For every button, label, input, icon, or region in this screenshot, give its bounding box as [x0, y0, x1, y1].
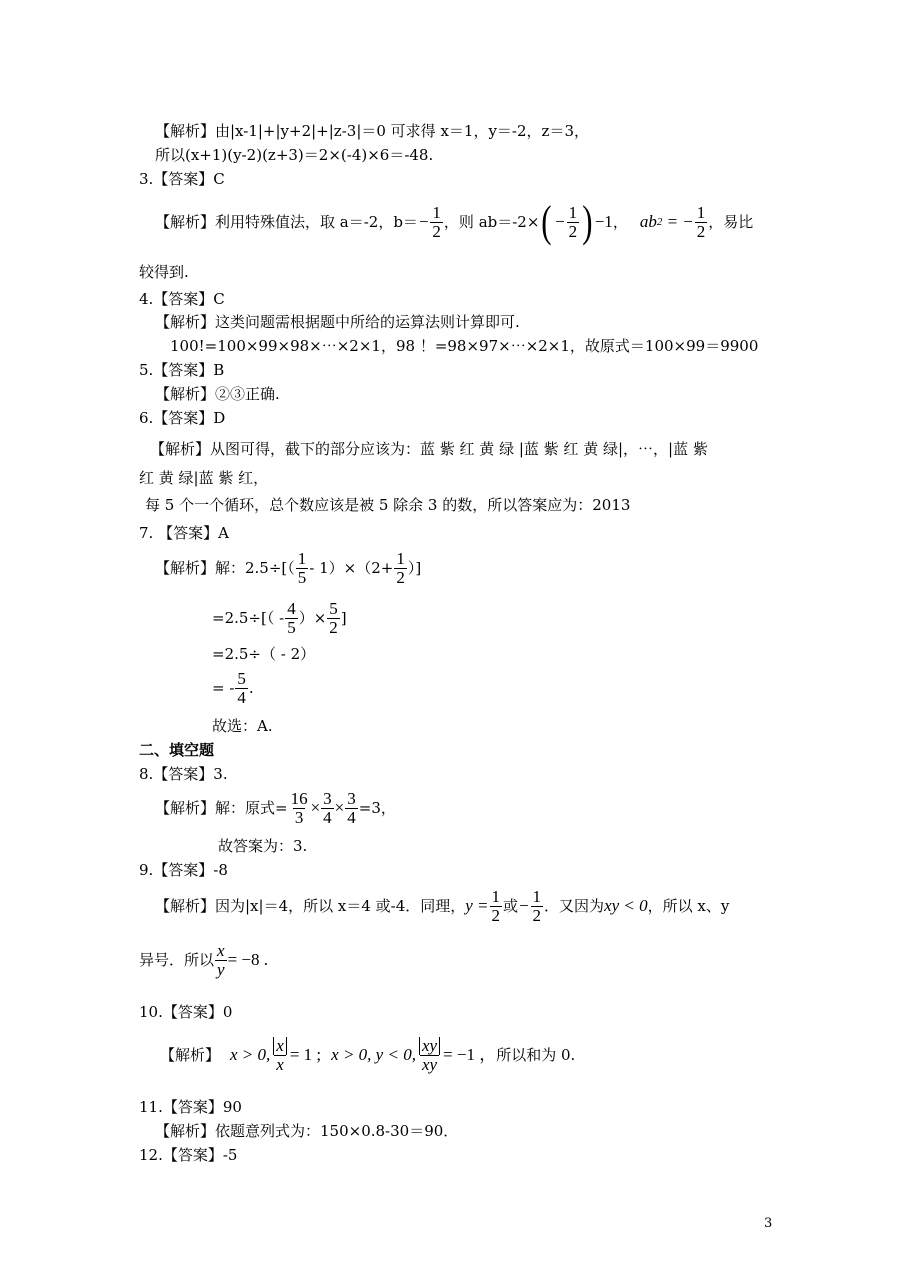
text-span: 异号．所以 — [139, 951, 215, 969]
answer-heading: 3.【答案】C — [139, 170, 225, 188]
fraction: $\frac{1}{2}$ — [432, 202, 441, 241]
text-line: 【解析】②③正确. — [155, 385, 280, 403]
section-heading: 二、填空题 — [139, 741, 215, 759]
fraction: $\frac{x}{y}$ — [217, 940, 225, 979]
text-line: 100!=100×99×98×⋯×2×1，98 ！=98×97×⋯×2×1，故原式＝100×99＝9900 — [170, 337, 759, 355]
text-span: =2.5÷[（ - — [212, 609, 285, 627]
text-span: ）] — [407, 559, 422, 577]
text-line: 【解析】由|x-1|+|y+2|+|z-3|＝0 可求得 x＝1，y＝-2，z＝3， — [155, 122, 589, 140]
text-line — [139, 938, 268, 982]
text-span: 所以和为 0. — [496, 1046, 576, 1064]
fraction: $\frac{1}{2}$ — [568, 202, 578, 241]
text-line: =2.5÷（ - 2） — [212, 645, 316, 663]
text-span: =3， — [358, 799, 396, 817]
fraction: $\frac{1}{2}$ — [396, 548, 405, 587]
math-text: x > 0, — [230, 1045, 271, 1064]
answer-heading: 10.【答案】0 — [139, 1003, 233, 1021]
answer-heading: 9.【答案】-8 — [139, 861, 228, 879]
fraction: $\frac{4}{5}$ — [287, 598, 296, 637]
text-span: 或 — [503, 897, 519, 915]
text-span: 【解析】因为|x|＝4，所以 x＝4 或-4．同理， — [155, 897, 466, 915]
paren-left: ( — [541, 197, 552, 246]
fraction: $\frac{3}{4}$ — [347, 788, 356, 827]
answer-heading: 11.【答案】90 — [139, 1098, 242, 1116]
math-text: x > 0, y < 0, — [331, 1045, 416, 1064]
fraction: $\frac{3}{4}$ — [323, 788, 332, 827]
text-line — [212, 598, 347, 638]
text-span: . — [248, 679, 254, 697]
answer-heading: 4.【答案】C — [139, 290, 225, 308]
minus-sign: − — [554, 212, 566, 231]
text-line: 所以(x+1)(y-2)(z+3)＝2×(-4)×6＝-48. — [155, 146, 434, 164]
fraction: $\frac{1}{5}$ — [297, 548, 307, 587]
text-line: 故答案为：3. — [218, 837, 308, 855]
fraction: $\frac{1}{2}$ — [532, 886, 542, 925]
minus-sign: − — [417, 212, 430, 231]
text-line: 每 5 个一个循环，总个数应该是被 5 除余 3 的数，所以答案应为：2013 — [145, 496, 631, 514]
text-span: - 1）×（2+ — [309, 559, 394, 577]
text-line: 【解析】依题意列式为：150×0.8-30＝90． — [155, 1122, 459, 1140]
text-span: 【解析】利用特殊值法，取 a＝-2，b＝ — [155, 213, 418, 231]
math-text: y = — [465, 896, 489, 915]
text-line: 【解析】从图可得，截下的部分应该为：蓝 紫 红 黄 绿 |蓝 紫 红 黄 绿|，⋯，|蓝 紫 — [150, 440, 708, 458]
fraction: $\frac{1}{2}$ — [491, 886, 501, 925]
math-text: = −8 . — [227, 950, 268, 969]
math-text: = 1 ; — [289, 1045, 322, 1064]
answer-heading: 12.【答案】-5 — [139, 1146, 238, 1164]
answer-heading: 7. 【答案】A — [139, 524, 229, 542]
text-line: 较得到. — [139, 263, 189, 281]
fraction: $\frac{xy}{xy}$ — [417, 1037, 442, 1074]
minus-sign: − — [518, 896, 530, 915]
answer-heading: 5.【答案】B — [139, 361, 225, 379]
text-span: ，易比 — [708, 213, 754, 231]
fraction: $\frac{5}{4}$ — [237, 668, 246, 707]
answer-heading: 8.【答案】3. — [139, 765, 228, 783]
text-span: = - — [212, 679, 235, 697]
fraction: $\frac{x}{x}$ — [271, 1037, 289, 1074]
text-span: 【解析】解：原式= — [155, 799, 288, 817]
text-span: ）× — [298, 609, 327, 627]
math-text: −1 — [594, 212, 613, 231]
text-span: ，所以 x、y — [647, 897, 730, 915]
text-line — [212, 668, 254, 708]
fraction: $\frac{5}{2}$ — [329, 598, 338, 637]
text-span: ，则 ab＝-2× — [443, 213, 540, 231]
text-line — [155, 786, 396, 830]
text-line: 故选：A. — [212, 717, 273, 735]
fraction: $\frac{1}{2}$ — [696, 202, 706, 241]
text-line — [160, 1030, 575, 1080]
text-span: ， — [612, 213, 628, 231]
math-text: xy < 0 — [604, 896, 648, 915]
times-sign: × — [310, 798, 321, 817]
text-line — [155, 884, 729, 928]
text-line — [155, 192, 753, 252]
paren-right: ) — [582, 197, 593, 246]
text-line: 【解析】这类问题需根据题中所给的运算法则计算即可. — [155, 313, 520, 331]
text-span: 【解析】 — [160, 1046, 221, 1064]
text-span: ．又因为 — [544, 897, 605, 915]
times-sign: × — [334, 798, 345, 817]
math-expression: $ab^2$ = − — [639, 212, 694, 231]
text-line — [155, 548, 421, 588]
text-line: 红 黄 绿|蓝 紫 红， — [139, 469, 269, 487]
page-number: 3 — [764, 1216, 773, 1231]
text-span: 【解析】解：2.5÷[（ — [155, 559, 295, 577]
fraction: $\frac{16}{3}$ — [290, 788, 308, 827]
text-span: ] — [340, 609, 347, 627]
math-text: = −1 ， — [443, 1045, 497, 1064]
answer-heading: 6.【答案】D — [139, 409, 226, 427]
